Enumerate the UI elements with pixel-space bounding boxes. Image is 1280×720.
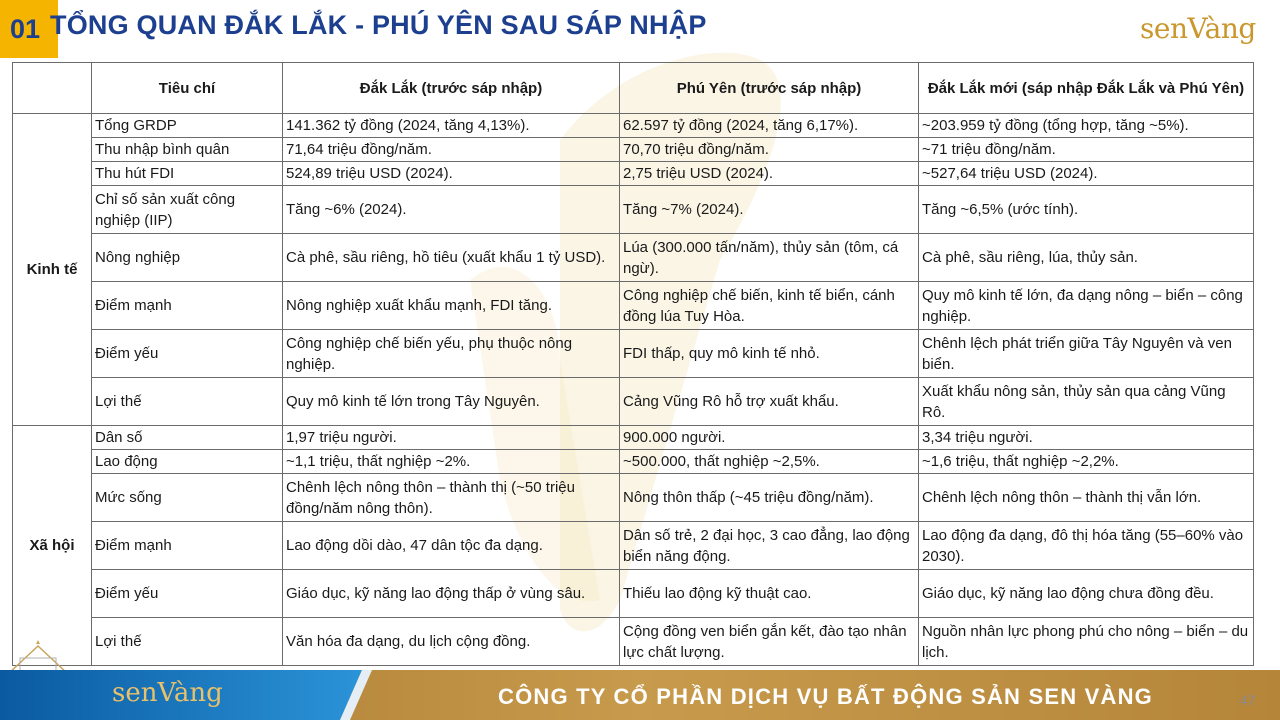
value-cell: ~1,6 triệu, thất nghiệp ~2,2%. <box>919 450 1254 474</box>
value-cell: Giáo dục, kỹ năng lao động thấp ở vùng sâu. <box>283 570 620 618</box>
criteria-cell: Điểm yếu <box>92 570 283 618</box>
header-cell-criteria: Tiêu chí <box>92 63 283 114</box>
table-row <box>13 234 1254 282</box>
criteria-cell: Lợi thế <box>92 618 283 666</box>
company-name: CÔNG TY CỔ PHẦN DỊCH VỤ BẤT ĐỘNG SẢN SEN VÀNG <box>498 684 1153 709</box>
page-number: 47 <box>1240 692 1256 708</box>
criteria-cell: Thu hút FDI <box>92 162 283 186</box>
value-cell: Giáo dục, kỹ năng lao động chưa đồng đều. <box>919 570 1254 618</box>
value-cell: Cà phê, sầu riêng, hồ tiêu (xuất khẩu 1 tỷ USD). <box>283 234 620 282</box>
value-cell: Lao động dồi dào, 47 dân tộc đa dạng. <box>283 522 620 570</box>
table-row <box>13 114 1254 138</box>
value-cell: 70,70 triệu đồng/năm. <box>620 138 919 162</box>
value-cell: Cảng Vũng Rô hỗ trợ xuất khẩu. <box>620 378 919 426</box>
value-cell: Cà phê, sầu riêng, lúa, thủy sản. <box>919 234 1254 282</box>
criteria-cell: Tổng GRDP <box>92 114 283 138</box>
table-row <box>13 330 1254 378</box>
value-cell: Công nghiệp chế biến, kinh tế biển, cánh đồng lúa Tuy Hòa. <box>620 282 919 330</box>
comparison-table <box>12 62 1254 666</box>
footer-logo-text: senVàng <box>112 678 223 708</box>
value-cell: Quy mô kinh tế lớn, đa dạng nông – biển – công nghiệp. <box>919 282 1254 330</box>
criteria-cell: Lao động <box>92 450 283 474</box>
value-cell: 3,34 triệu người. <box>919 426 1254 450</box>
value-cell: 524,89 triệu USD (2024). <box>283 162 620 186</box>
value-cell: Tăng ~6% (2024). <box>283 186 620 234</box>
criteria-cell: Mức sống <box>92 474 283 522</box>
table-row <box>13 426 1254 450</box>
value-cell: ~527,64 triệu USD (2024). <box>919 162 1254 186</box>
value-cell: FDI thấp, quy mô kinh tế nhỏ. <box>620 330 919 378</box>
value-cell: Chênh lệch nông thôn – thành thị vẫn lớn. <box>919 474 1254 522</box>
value-cell: Lao động đa dạng, đô thị hóa tăng (55–60% vào 2030). <box>919 522 1254 570</box>
value-cell: Nguồn nhân lực phong phú cho nông – biển – du lịch. <box>919 618 1254 666</box>
criteria-cell: Lợi thế <box>92 378 283 426</box>
value-cell: Nông thôn thấp (~45 triệu đồng/năm). <box>620 474 919 522</box>
header <box>0 0 1280 58</box>
criteria-cell: Điểm mạnh <box>92 282 283 330</box>
value-cell: 62.597 tỷ đồng (2024, tăng 6,17%). <box>620 114 919 138</box>
table-body <box>13 114 1254 666</box>
value-cell: Tăng ~6,5% (ước tính). <box>919 186 1254 234</box>
value-cell: Lúa (300.000 tấn/năm), thủy sản (tôm, cá ngừ). <box>620 234 919 282</box>
value-cell: Công nghiệp chế biến yếu, phụ thuộc nông nghiệp. <box>283 330 620 378</box>
table-row <box>13 474 1254 522</box>
value-cell: Xuất khẩu nông sản, thủy sản qua cảng Vũng Rô. <box>919 378 1254 426</box>
value-cell: Dân số trẻ, 2 đại học, 3 cao đẳng, lao động biển năng động. <box>620 522 919 570</box>
value-cell: ~500.000, thất nghiệp ~2,5%. <box>620 450 919 474</box>
value-cell: Tăng ~7% (2024). <box>620 186 919 234</box>
header-cell-daklak: Đắk Lắk (trước sáp nhập) <box>283 63 620 114</box>
header-cell-merged: Đắk Lắk mới (sáp nhập Đắk Lắk và Phú Yên) <box>919 63 1254 114</box>
value-cell: Nông nghiệp xuất khẩu mạnh, FDI tăng. <box>283 282 620 330</box>
brand-logo <box>1140 6 1270 50</box>
value-cell: Thiếu lao động kỹ thuật cao. <box>620 570 919 618</box>
value-cell: Cộng đồng ven biển gắn kết, đào tạo nhân lực chất lượng. <box>620 618 919 666</box>
table-row <box>13 522 1254 570</box>
value-cell: 900.000 người. <box>620 426 919 450</box>
criteria-cell: Chỉ số sản xuất công nghiệp (IIP) <box>92 186 283 234</box>
value-cell: 71,64 triệu đồng/năm. <box>283 138 620 162</box>
table-row <box>13 186 1254 234</box>
value-cell: ~203.959 tỷ đồng (tổng hợp, tăng ~5%). <box>919 114 1254 138</box>
value-cell: Chênh lệch nông thôn – thành thị (~50 triệu đồng/năm nông thôn). <box>283 474 620 522</box>
criteria-cell: Thu nhập bình quân <box>92 138 283 162</box>
page-title: TỔNG QUAN ĐẮK LẮK - PHÚ YÊN SAU SÁP NHẬP <box>50 10 707 40</box>
value-cell: Chênh lệch phát triển giữa Tây Nguyên và ven biển. <box>919 330 1254 378</box>
table-row <box>13 162 1254 186</box>
table-row <box>13 138 1254 162</box>
table-row <box>13 378 1254 426</box>
header-cell-empty <box>13 63 92 114</box>
value-cell: 141.362 tỷ đồng (2024, tăng 4,13%). <box>283 114 620 138</box>
criteria-cell: Điểm mạnh <box>92 522 283 570</box>
value-cell: ~1,1 triệu, thất nghiệp ~2%. <box>283 450 620 474</box>
value-cell: ~71 triệu đồng/năm. <box>919 138 1254 162</box>
criteria-cell: Điểm yếu <box>92 330 283 378</box>
value-cell: Quy mô kinh tế lớn trong Tây Nguyên. <box>283 378 620 426</box>
section-number: 01 <box>0 0 58 58</box>
table-row <box>13 450 1254 474</box>
value-cell: Văn hóa đa dạng, du lịch cộng đồng. <box>283 618 620 666</box>
table-row <box>13 570 1254 618</box>
criteria-cell: Nông nghiệp <box>92 234 283 282</box>
header-cell-phuyen: Phú Yên (trước sáp nhập) <box>620 63 919 114</box>
value-cell: 2,75 triệu USD (2024). <box>620 162 919 186</box>
table-header-row <box>13 63 1254 114</box>
group-label: Kinh tế <box>13 114 92 426</box>
brand-logo-text: senVàng <box>1140 12 1256 45</box>
table-row <box>13 282 1254 330</box>
group-label: Xã hội <box>13 426 92 666</box>
criteria-cell: Dân số <box>92 426 283 450</box>
value-cell: 1,97 triệu người. <box>283 426 620 450</box>
table-row <box>13 618 1254 666</box>
footer-bar <box>0 670 1280 720</box>
